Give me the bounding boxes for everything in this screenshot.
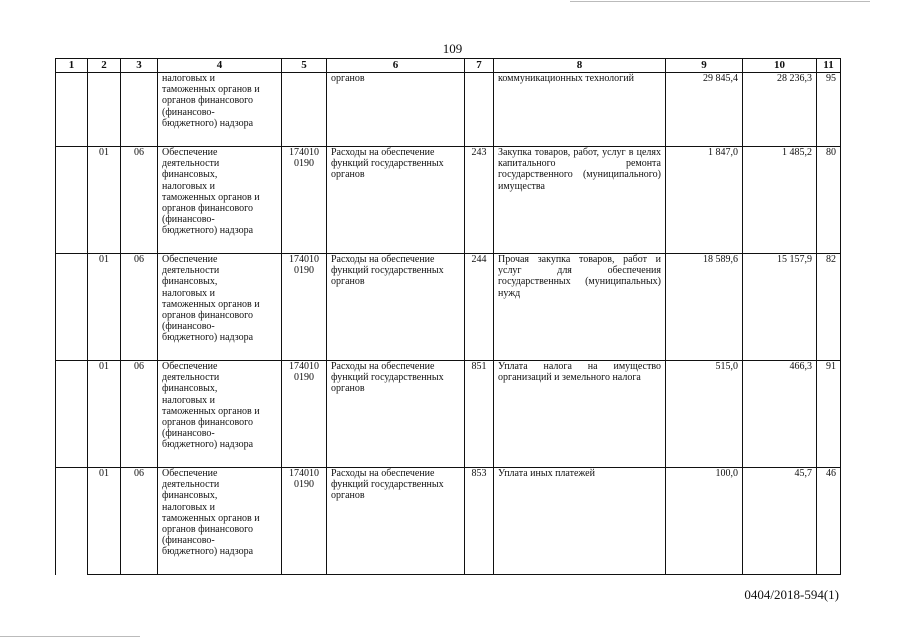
col-header-8: 8 (494, 59, 666, 73)
cell-subsection: 06 (121, 361, 158, 468)
cell-col3 (121, 73, 158, 147)
cell-expense-type: 243 (465, 147, 494, 254)
cell-expense-name: Расходы на обеспечение функций государственных органов (327, 254, 465, 361)
col-header-5: 5 (282, 59, 327, 73)
cell-expense-name: Расходы на обеспечение функций государственных органов (327, 361, 465, 468)
cell-section: 01 (88, 468, 121, 575)
cell-expense-name: Расходы на обеспечение функций государственных органов (327, 147, 465, 254)
col-header-4: 4 (158, 59, 282, 73)
cell-plan: 100,0 (666, 468, 743, 575)
cell-code: 174010 0190 (282, 468, 327, 575)
col-header-11: 11 (817, 59, 841, 73)
col-header-6: 6 (327, 59, 465, 73)
cell-plan: 515,0 (666, 361, 743, 468)
cell-actual: 466,3 (743, 361, 817, 468)
cell-expense-name: Расходы на обеспечение функций государственных органов (327, 468, 465, 575)
col-header-9: 9 (666, 59, 743, 73)
table-row (56, 73, 841, 147)
col-header-10: 10 (743, 59, 817, 73)
cell-actual: 1 485,2 (743, 147, 817, 254)
cell-col1 (56, 468, 88, 575)
cell-expense-desc: Уплата иных платежей (494, 468, 666, 575)
cell-code: 174010 0190 (282, 147, 327, 254)
cell-expense-desc: коммуникационных технологий (494, 73, 666, 147)
page-number: 109 (442, 41, 463, 56)
cell-col2 (88, 73, 121, 147)
cell-code: 174010 0190 (282, 254, 327, 361)
cell-purpose: Обеспечение деятельности финансовых, налоговых и таможенных органов и органов финансового (финансово- бюджетного) надзора (158, 361, 282, 468)
cell-subsection: 06 (121, 254, 158, 361)
cell-purpose: Обеспечение деятельности финансовых, налоговых и таможенных органов и органов финансового (финансово- бюджетного) надзора (158, 468, 282, 575)
cell-col1 (56, 73, 88, 147)
cell-expense-name: органов (327, 73, 465, 147)
cell-expense-type: 853 (465, 468, 494, 575)
col-header-1: 1 (56, 59, 88, 73)
cell-plan: 18 589,6 (666, 254, 743, 361)
table-row (56, 468, 841, 575)
cell-code (282, 73, 327, 147)
cell-expense-type: 851 (465, 361, 494, 468)
cell-expense-desc: Закупка товаров, работ, услуг в целях капитального ремонта государственного (муниципального) имущества (494, 147, 666, 254)
cell-section: 01 (88, 361, 121, 468)
cell-expense-desc: Прочая закупка товаров, работ и услуг для обеспечения государственных (муниципальных) нужд (494, 254, 666, 361)
scan-edge-mark (0, 636, 140, 637)
document-code: 0404/2018-594(1) (744, 587, 839, 602)
column-number-header (56, 59, 841, 73)
table-row (56, 147, 841, 254)
cell-code: 174010 0190 (282, 361, 327, 468)
cell-plan: 1 847,0 (666, 147, 743, 254)
col-header-3: 3 (121, 59, 158, 73)
cell-percent: 80 (817, 147, 841, 254)
cell-percent: 82 (817, 254, 841, 361)
cell-actual: 15 157,9 (743, 254, 817, 361)
cell-percent: 91 (817, 361, 841, 468)
cell-subsection: 06 (121, 468, 158, 575)
cell-col1 (56, 361, 88, 468)
col-header-2: 2 (88, 59, 121, 73)
cell-expense-type: 244 (465, 254, 494, 361)
scan-edge-mark (570, 1, 870, 2)
cell-expense-type (465, 73, 494, 147)
cell-section: 01 (88, 147, 121, 254)
cell-purpose: Обеспечение деятельности финансовых, налоговых и таможенных органов и органов финансового (финансово- бюджетного) надзора (158, 254, 282, 361)
cell-purpose: Обеспечение деятельности финансовых, налоговых и таможенных органов и органов финансового (финансово- бюджетного) надзора (158, 147, 282, 254)
cell-col1 (56, 254, 88, 361)
cell-subsection: 06 (121, 147, 158, 254)
cell-purpose: налоговых и таможенных органов и органов финансового (финансово- бюджетного) надзора (158, 73, 282, 147)
cell-actual: 45,7 (743, 468, 817, 575)
cell-actual: 28 236,3 (743, 73, 817, 147)
cell-plan: 29 845,4 (666, 73, 743, 147)
table-row (56, 254, 841, 361)
cell-section: 01 (88, 254, 121, 361)
budget-table (55, 58, 841, 575)
cell-expense-desc: Уплата налога на имущество организаций и земельного налога (494, 361, 666, 468)
cell-percent: 46 (817, 468, 841, 575)
table-row (56, 361, 841, 468)
col-header-7: 7 (465, 59, 494, 73)
cell-percent: 95 (817, 73, 841, 147)
cell-col1 (56, 147, 88, 254)
